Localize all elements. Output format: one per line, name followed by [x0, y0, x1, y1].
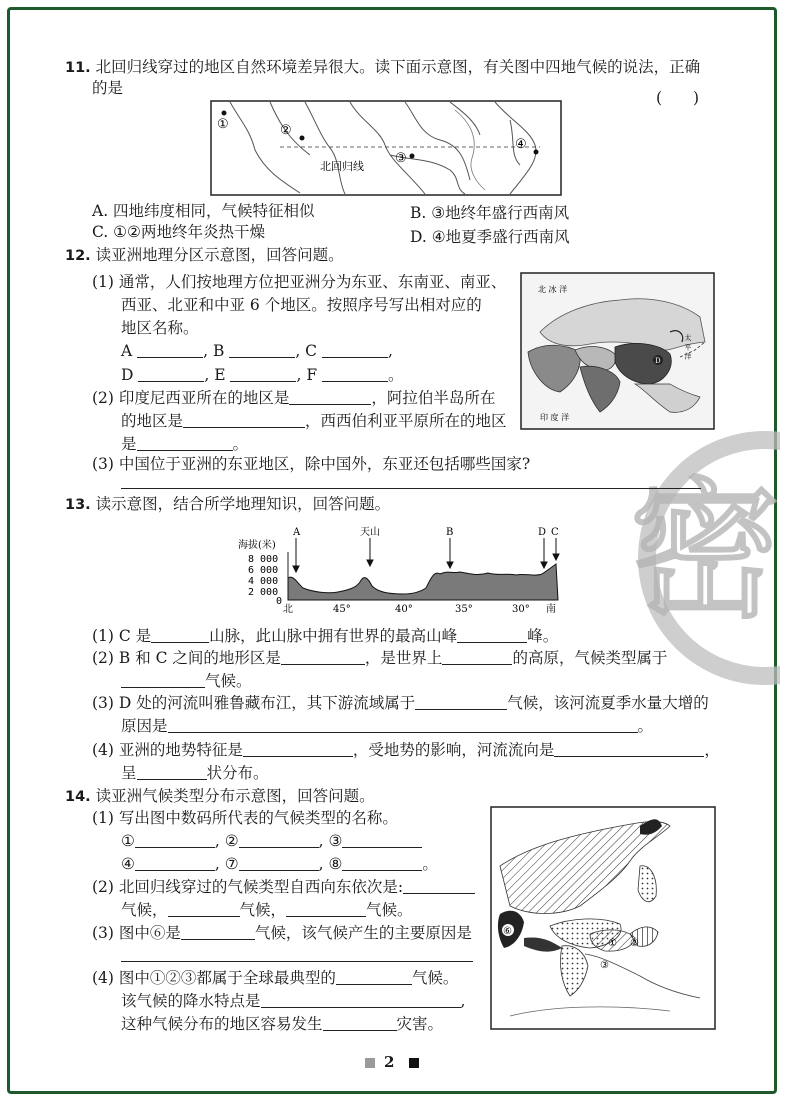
- q12-fill-row2: [121, 365, 404, 385]
- q13-p2-blank-3[interactable]: [121, 671, 205, 688]
- q13-number: 13.: [65, 497, 91, 513]
- q12-number: 12.: [65, 248, 91, 264]
- q12-map-pacific: 太 平 洋: [684, 334, 692, 360]
- q13-ytick-2000: 2 000: [248, 587, 279, 598]
- q13-p2-line2: [121, 671, 252, 691]
- q13-p4: [92, 740, 720, 760]
- q12-p2-blank-1[interactable]: [289, 388, 371, 405]
- q11-stem: [65, 57, 700, 78]
- q14-p2-text-c: 气候，: [239, 901, 287, 919]
- q12-fill-row2-period: 。: [388, 366, 404, 384]
- q13-p2-text-c: 的高原，气候类型属于: [512, 649, 668, 667]
- q12-fill-e-blank[interactable]: [230, 365, 296, 382]
- q13-marker-b: B: [446, 527, 454, 538]
- q11-stem-line2: 的是: [92, 79, 124, 97]
- q14-p4-line3: [121, 1014, 443, 1034]
- q13-p3-period: 。: [637, 717, 654, 735]
- q11-map-label-4: ④: [515, 137, 527, 152]
- q14-map-label-6: ⑥: [503, 926, 512, 937]
- q13-ylabel: 海拔(米): [238, 540, 276, 551]
- q11-number: 11.: [65, 60, 91, 76]
- q14-map-label-1: ①: [608, 938, 617, 949]
- q14-asia-climate-map: [490, 806, 716, 1030]
- q14-p4-text-d: 这种气候分布的地区容易发生: [121, 1015, 323, 1033]
- q13-stem: [65, 494, 390, 515]
- q13-p1-blank-2[interactable]: [457, 626, 527, 643]
- q14-p1-row1: [121, 831, 422, 851]
- q14-p4-blank-1[interactable]: [336, 968, 412, 985]
- q14-p3-text-b: 气候，该气候产生的主要原因是: [254, 924, 472, 942]
- q14-blank-7[interactable]: [239, 854, 319, 871]
- q12-map-indian: 印 度 洋: [540, 413, 570, 422]
- q13-p1: [92, 626, 558, 646]
- q12-p2-text-d: ，西西伯利亚平原所在的地区: [305, 412, 507, 430]
- q14-p3: [92, 923, 472, 943]
- q13-marker-d: D: [538, 527, 547, 538]
- q11-option-b[interactable]: B. ③地终年盛行西南风: [410, 204, 570, 222]
- q14-p2: [92, 877, 475, 897]
- q13-p3: [92, 693, 709, 713]
- q11-map-label-1: ①: [217, 117, 229, 132]
- q12-fill-c-blank[interactable]: [322, 341, 388, 358]
- q13-terrain-profile: [238, 522, 563, 614]
- q13-p4-blank-1[interactable]: [243, 740, 353, 757]
- q11-tropic-map: [210, 100, 562, 196]
- q12-p2-line2: [121, 411, 507, 431]
- q11-stem-line1: 北回归线穿过的地区自然环境差异很大。读下面示意图，有关图中四地气候的说法，正确: [95, 58, 701, 76]
- q14-p3-blank-1[interactable]: [181, 923, 255, 940]
- q14-p4-text-e: 灾害。: [396, 1015, 444, 1033]
- q13-p3-text-c: 原因是: [121, 717, 168, 735]
- q12-asia-regions-map: [520, 272, 715, 430]
- q13-p4-text-b: ，受地势的影响，河流流向是: [352, 741, 555, 759]
- q14-map-label-3: ③: [600, 960, 609, 971]
- q12-stem-text: 读亚洲地理分区示意图，回答问题。: [95, 246, 344, 264]
- q14-stem: [65, 786, 375, 807]
- q14-p3-text-a: (3) 图中⑥是: [92, 924, 181, 942]
- q13-p3-blank-1[interactable]: [415, 693, 507, 710]
- q14-p1-period: 。: [422, 855, 438, 873]
- q14-label-7: , ⑦: [214, 855, 239, 873]
- q12-fill-d-blank[interactable]: [138, 365, 204, 382]
- q14-p2-line2: [121, 900, 413, 920]
- q14-blank-1[interactable]: [135, 831, 215, 848]
- q14-stem-text: 读亚洲气候类型分布示意图，回答问题。: [95, 787, 375, 805]
- q12-fill-f-blank[interactable]: [322, 365, 388, 382]
- q14-p4-text-b: 气候。: [411, 969, 459, 987]
- q14-p2-blank-1[interactable]: [403, 877, 475, 894]
- q12-fill-b-label: , B: [203, 342, 225, 360]
- q14-p4: [92, 968, 458, 988]
- q12-fill-a-blank[interactable]: [137, 341, 203, 358]
- q14-p4-text-a: (4) 图中①②③都属于全球最典型的: [92, 969, 336, 987]
- q13-p3-blank-2[interactable]: [168, 716, 638, 733]
- q13-xtick-35: 35°: [455, 604, 473, 614]
- q11-map-label-2: ②: [280, 123, 292, 138]
- q13-ytick-8000: 8 000: [248, 554, 279, 565]
- q12-fill-row1: [121, 341, 393, 361]
- q12-p1-line3: 地区名称。: [121, 319, 199, 337]
- q14-number: 14.: [65, 789, 91, 805]
- q13-p1-blank-1[interactable]: [151, 626, 209, 643]
- q12-p2-line1: [92, 388, 495, 408]
- q14-p2-blank-2[interactable]: [168, 900, 240, 917]
- q11-map-tropic-label: 北回归线: [320, 160, 364, 173]
- q13-p2-blank-1[interactable]: [281, 648, 365, 665]
- q11-option-d[interactable]: D. ④地夏季盛行西南风: [410, 228, 570, 246]
- q13-ytick-4000: 4 000: [248, 576, 279, 587]
- q13-xtick-north: 北: [283, 604, 293, 614]
- q13-ytick-6000: 6 000: [248, 565, 279, 576]
- q12-fill-f-label: , F: [296, 366, 318, 384]
- q13-xtick-40: 40°: [395, 604, 413, 614]
- q13-p2-blank-2[interactable]: [442, 648, 512, 665]
- q13-xtick-45: 45°: [333, 604, 351, 614]
- q12-fill-b-blank[interactable]: [229, 341, 295, 358]
- q14-label-2: , ②: [214, 832, 239, 850]
- q14-p4-comma: ,: [460, 992, 466, 1010]
- q12-p1-line1: (1) 通常，人们按地理方位把亚洲分为东亚、东南亚、南亚、: [92, 273, 507, 291]
- q12-p2-text-a: (2) 印度尼西亚所在的地区是: [92, 389, 290, 407]
- q12-p2-blank-3[interactable]: [137, 434, 233, 451]
- q14-label-3: , ③: [318, 832, 343, 850]
- q12-fill-c-label: , C: [295, 342, 318, 360]
- q13-p2-text-a: (2) B 和 C 之间的地形区是: [92, 649, 281, 667]
- q13-p3-text-b: 气候，该河流夏季水量大增的: [507, 694, 709, 712]
- q13-stem-text: 读示意图，结合所学地理知识，回答问题。: [95, 495, 391, 513]
- footer-right-square: [409, 1058, 419, 1068]
- q12-p2-text-b: ，阿拉伯半岛所在: [371, 389, 496, 407]
- q12-p2-line3: [121, 434, 248, 454]
- q12-map-arctic: 北 冰 洋: [538, 285, 568, 294]
- q14-p3-answer-line[interactable]: [121, 961, 473, 962]
- q14-map-label-2: ②: [630, 938, 639, 949]
- q14-p4-blank-3[interactable]: [323, 1014, 397, 1031]
- q13-marker-c: C: [551, 527, 559, 538]
- q12-p3-answer-line[interactable]: [121, 488, 701, 489]
- q13-p1-text-a: (1) C 是: [92, 627, 152, 645]
- q13-p2-text-b: ，是世界上: [364, 649, 443, 667]
- q14-p2-text-a: (2) 北回归线穿过的气候类型自西向东依次是:: [92, 878, 404, 896]
- q14-p4-blank-2[interactable]: [261, 991, 461, 1008]
- q14-p1: (1) 写出图中数码所代表的气候类型的名称。: [92, 809, 398, 827]
- q13-xtick-30: 30°: [512, 604, 530, 614]
- q14-p2-text-d: 气候。: [366, 901, 413, 919]
- page-number: 2: [384, 1053, 395, 1071]
- q14-blank-2[interactable]: [239, 831, 319, 848]
- q13-p4-text-a: (4) 亚洲的地势特征是: [92, 741, 243, 759]
- q13-p3-text-a: (3) D 处的河流叫雅鲁藏布江，其下游流域属于: [92, 694, 416, 712]
- q13-p4-text-d: 呈: [121, 764, 137, 782]
- q14-blank-4[interactable]: [135, 854, 215, 871]
- q14-p2-blank-3[interactable]: [286, 900, 366, 917]
- q12-fill-d-label: D: [121, 366, 134, 384]
- q13-p4-text-c: ，: [704, 741, 720, 759]
- q14-label-1: ①: [121, 832, 135, 850]
- q14-blank-8[interactable]: [342, 854, 422, 871]
- q14-p2-text-b: 气候，: [121, 901, 168, 919]
- q13-xtick-south: 南: [546, 604, 556, 614]
- q13-p4-blank-3[interactable]: [137, 763, 207, 780]
- q14-p4-line2: [121, 991, 465, 1011]
- q13-p2: [92, 648, 667, 668]
- q12-p2-text-c: 的地区是: [121, 412, 184, 430]
- q12-p2-period: 。: [232, 435, 249, 453]
- q13-p4-blank-2[interactable]: [554, 740, 704, 757]
- q12-fill-a-label: A: [121, 342, 133, 360]
- q13-p3-line2: [121, 716, 653, 736]
- stamp-char: 密: [630, 465, 780, 639]
- q13-ytick-0: 0: [276, 596, 283, 607]
- q13-marker-a: A: [293, 527, 301, 538]
- footer-left-square: [365, 1058, 375, 1068]
- q12-fill-row1-comma: ,: [387, 342, 393, 360]
- q11-answer-bracket[interactable]: ( ): [656, 89, 700, 107]
- q14-label-4: ④: [121, 855, 135, 873]
- q12-p2-text-e: 是: [121, 435, 137, 453]
- q14-p4-text-c: 该气候的降水特点是: [121, 992, 261, 1010]
- q13-marker-tianshan: 天山: [360, 527, 380, 538]
- q11-map-label-3: ③: [395, 151, 407, 166]
- q13-p1-text-b: 山脉，此山脉中拥有世界的最高山峰: [209, 627, 458, 645]
- q12-p1-line2: 西亚、北亚和中亚 6 个地区。按照序号写出相对应的: [121, 296, 482, 314]
- q12-fill-e-label: , E: [204, 366, 226, 384]
- q13-p2-text-d: 气候。: [205, 672, 252, 690]
- q13-p1-text-c: 峰。: [527, 627, 559, 645]
- q14-blank-3[interactable]: [342, 831, 422, 848]
- q12-map-region-d: D: [655, 357, 661, 365]
- q12-p3: (3) 中国位于亚洲的东亚地区，除中国外，东亚还包括哪些国家?: [92, 455, 531, 473]
- q14-label-8: , ⑧: [318, 855, 343, 873]
- q11-option-c[interactable]: C. ①②两地终年炎热干燥: [92, 223, 265, 241]
- q12-p2-blank-2[interactable]: [183, 411, 305, 428]
- q14-p1-row2: [121, 854, 438, 874]
- q12-stem: [65, 245, 344, 266]
- q13-p4-text-e: 状分布。: [206, 764, 269, 782]
- q11-option-a[interactable]: A. 四地纬度相同，气候特征相似: [92, 202, 315, 220]
- q13-p4-line2: [121, 763, 269, 783]
